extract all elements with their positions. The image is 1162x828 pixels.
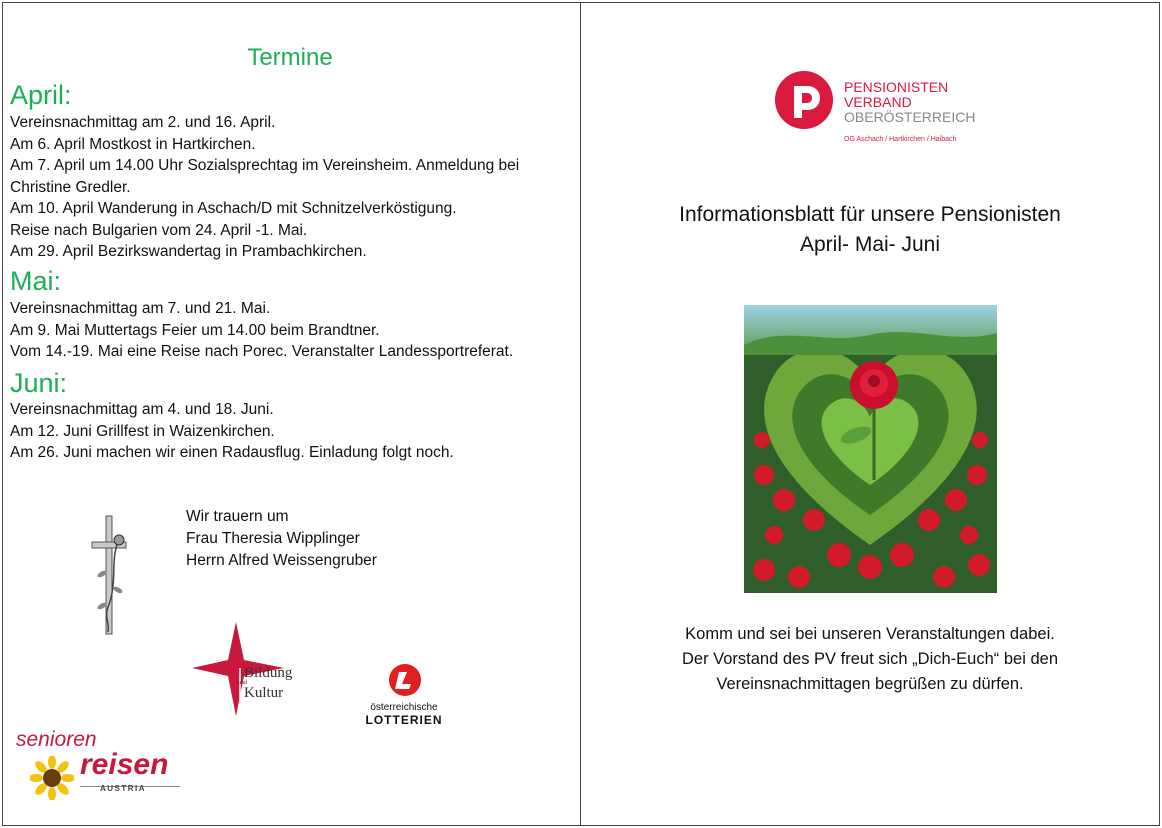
event-line: Vereinsnachmittag am 2. und 16. April.: [10, 114, 276, 131]
event-line: Am 12. Juni Grillfest in Waizenkirchen.: [10, 422, 275, 440]
mourning-notice: [186, 506, 377, 572]
month-heading-april: April:: [10, 80, 72, 110]
event-line: Am 9. Mai Muttertags Feier um 14.00 beim Brandtner.: [10, 321, 380, 339]
closing-message: [580, 622, 1160, 697]
pensionistenverband-logo: [772, 70, 976, 150]
mourning-name: Frau Theresia Wipplinger: [186, 530, 360, 547]
pv-line-3: OBERÖSTERREICH: [844, 109, 976, 125]
austria-text: AUSTRIA: [100, 784, 147, 793]
pv-line-2: VERBAND: [844, 94, 912, 110]
april-events: [10, 112, 570, 263]
event-line: Am 6. April Mostkost in Hartkirchen.: [10, 135, 256, 153]
info-title: [580, 200, 1160, 260]
cross-with-rose-icon: [88, 512, 134, 638]
pv-subline: OG Aschach / Hartkirchen / Haibach: [844, 136, 957, 143]
event-line: Vereinsnachmittag am 4. und 18. Juni.: [10, 401, 274, 418]
sunflower-icon: [30, 756, 74, 800]
pv-p-icon: [774, 70, 834, 130]
page-divider: [580, 2, 581, 826]
event-line: Vereinsnachmittag am 7. und 21. Mai.: [10, 300, 271, 317]
month-heading-juni: Juni:: [10, 368, 68, 398]
reisen-text: reisen: [80, 748, 169, 781]
heart-roses-image: [744, 305, 997, 593]
closing-line: Komm und sei bei unseren Veranstaltungen dabei.: [685, 625, 1055, 643]
closing-line: Vereinsnachmittagen begrüßen zu dürfen.: [716, 675, 1024, 693]
lotterien-sub: österreichische: [370, 702, 438, 713]
bildung-kultur-logo: [192, 622, 312, 716]
bildung-und-text: und: [238, 680, 247, 686]
event-line: Am 10. April Wanderung in Aschach/D mit Schnitzelverköstigung.: [10, 200, 457, 217]
seniorenreisen-logo: [14, 726, 184, 804]
info-title-line: Informationsblatt für unsere Pensionisten: [679, 203, 1061, 226]
event-line: Vom 14.-19. Mai eine Reise nach Porec. Veranstalter Landessportreferat.: [10, 343, 514, 360]
event-line: Reise nach Bulgarien vom 24. April -1. Mai.: [10, 221, 308, 239]
mourning-name: Herrn Alfred Weissengruber: [186, 552, 377, 569]
mai-events: [10, 298, 570, 363]
event-line: Am 29. April Bezirkswandertag in Prambachkirchen.: [10, 243, 367, 260]
kultur-text: Kultur: [244, 685, 284, 701]
juni-events: [10, 399, 570, 464]
info-title-period: April- Mai- Juni: [799, 233, 941, 256]
mourning-intro: Wir trauern um: [186, 508, 289, 525]
event-line: Am 26. Juni machen wir einen Radausflug. Einladung folgt noch.: [10, 444, 454, 461]
event-line: Am 7. April um 14.00 Uhr Sozialsprechtag im Vereinsheim. Anmeldung bei: [10, 157, 520, 174]
month-heading-mai: Mai:: [10, 266, 62, 296]
closing-line: Der Vorstand des PV freut sich „Dich-Euch“ bei den: [681, 650, 1058, 668]
senioren-text: senioren: [16, 728, 97, 751]
bildung-text: Bildung: [244, 665, 293, 681]
pv-line-1: PENSIONISTEN: [844, 79, 949, 95]
lotterien-title: LOTTERIEN: [365, 713, 443, 727]
event-line: Christine Gredler.: [10, 178, 131, 196]
termine-heading: Termine: [247, 44, 333, 71]
lotterien-logo: [345, 660, 463, 726]
